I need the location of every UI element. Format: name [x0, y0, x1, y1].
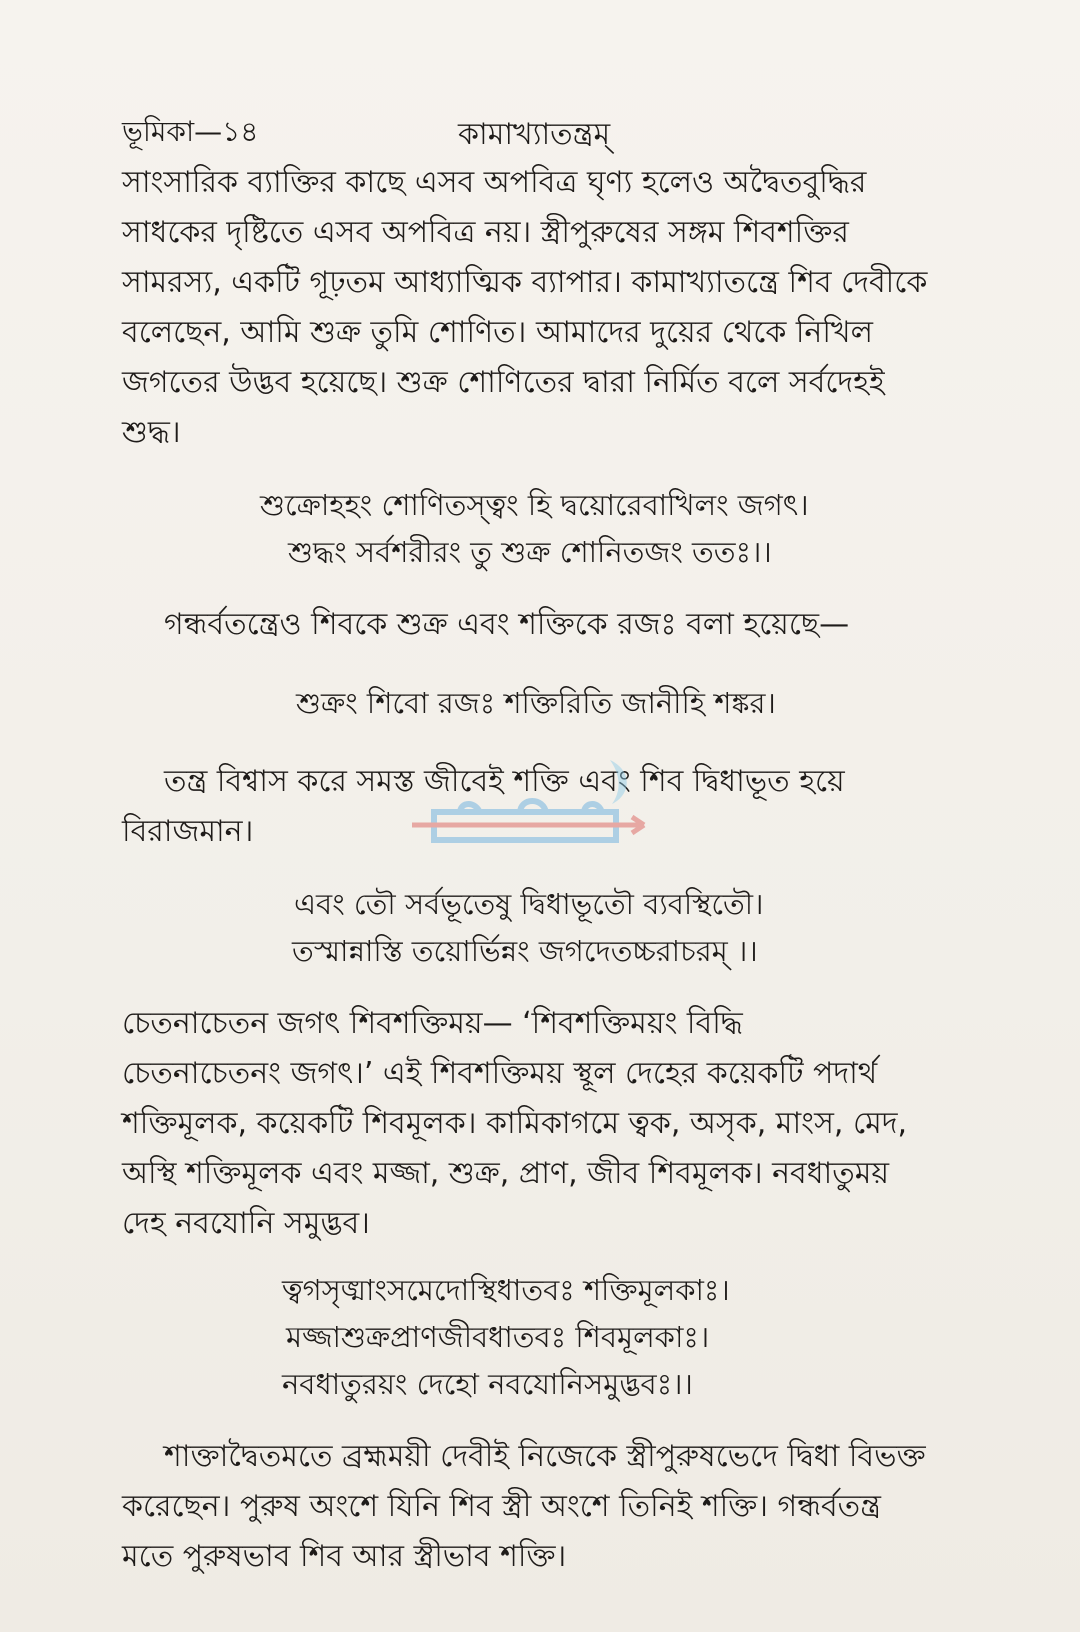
text-line: গন্ধর্বতন্ত্রেও শিবকে শুক্র এবং শক্তিকে রজঃ বলা হয়েছে— [164, 607, 850, 642]
verse-line: শুক্রোহহং শোণিতস্ত্বং হি দ্বয়োরেবাখিলং জগৎ। [260, 488, 809, 522]
page-body [122, 158, 962, 1582]
page-number: ভূমিকা—১৪ [122, 115, 259, 148]
text-line: চেতনাচেতন জগৎ শিবশক্তিময়— ‘শিবশক্তিময়ং বিদ্ধি [122, 1006, 743, 1041]
verse-1 [122, 482, 962, 576]
verse-line: শুদ্ধং সর্বশরীরং তু শুক্র শোনিতজং ততঃ।। [288, 535, 772, 569]
verse-line: শুক্রং শিবো রজঃ শক্তিরিতি জানীহি শঙ্কর। [296, 686, 776, 720]
text-line: করেছেন। পুরুষ অংশে যিনি শিব স্ত্রী অংশে তিনিই শক্তি। গন্ধর্বতন্ত্র [122, 1489, 882, 1524]
text-line: শাক্তাদ্বৈতমতে ব্রহ্মময়ী দেবীই নিজেকে স্ত্রীপুরুষভেদে দ্বিধা বিভক্ত [164, 1439, 926, 1474]
text-line: সাধকের দৃষ্টিতে এসব অপবিত্র নয়। স্ত্রীপুরুষের সঙ্গম শিবশক্তির [122, 215, 849, 250]
text-line: মতে পুরুষভাব শিব আর স্ত্রীভাব শক্তি। [122, 1539, 567, 1574]
running-title: কামাখ্যাতন্ত্রম্ [458, 117, 611, 152]
paragraph-4 [122, 999, 962, 1249]
page-header [122, 110, 962, 150]
verse-line: তস্মান্নাস্তি তয়োর্ভিন্নং জগদেতচ্চরাচরম্ ।। [292, 934, 758, 968]
text-line: সাংসারিক ব্যাক্তির কাছে এসব অপবিত্র ঘৃণ্য হলেও অদ্বৈতবুদ্ধির [122, 165, 867, 200]
verse-3 [122, 881, 962, 975]
paragraph-5 [122, 1432, 962, 1582]
verse-line: এবং তৌ সর্বভূতেষু দ্বিধাভূতৌ ব্যবস্থিতৌ। [294, 887, 764, 921]
verse-line: মজ্জাশুক্রপ্রাণজীবধাতবঃ শিবমূলকাঃ। [286, 1320, 710, 1354]
text-line: বলেছেন, আমি শুক্র তুমি শোণিত। আমাদের দুয়ের থেকে নিখিল [122, 315, 873, 350]
text-line: সামরস্য, একটি গূঢ়তম আধ্যাত্মিক ব্যাপার। কামাখ্যাতন্ত্রে শিব দেবীকে [122, 265, 928, 300]
paragraph-2 [122, 600, 962, 650]
text-line: তন্ত্র বিশ্বাস করে সমস্ত জীবেই শক্তি এবং শিব দ্বিধাভূত হয়ে [164, 764, 845, 799]
verse-line: নবধাতুরয়ং দেহো নবযোনিসমুদ্ভবঃ।। [282, 1367, 693, 1401]
verse-4 [122, 1267, 962, 1408]
text-line: চেতনাচেতনং জগৎ।’ এই শিবশক্তিময় স্থূল দেহের কয়েকটি পদার্থ [122, 1056, 878, 1091]
paragraph-1 [122, 158, 962, 458]
paragraph-3 [122, 757, 962, 857]
text-line: বিরাজমান। [122, 814, 254, 849]
text-line: অস্থি শক্তিমূলক এবং মজ্জা, শুক্র, প্রাণ, জীব শিবমূলক। নবধাতুময় [122, 1156, 890, 1191]
text-line: শুদ্ধ। [122, 415, 181, 450]
text-line: দেহ নবযোনি সমুদ্ভব। [122, 1206, 370, 1241]
text-line: জগতের উদ্ভব হয়েছে। শুক্র শোণিতের দ্বারা নির্মিত বলে সর্বদেহই [122, 365, 885, 400]
verse-line: ত্বগসৃঙ্মাংসমেদোস্থিধাতবঃ শক্তিমূলকাঃ। [282, 1273, 730, 1307]
verse-2 [122, 680, 962, 727]
text-line: শক্তিমূলক, কয়েকটি শিবমূলক। কামিকাগমে ত্বক, অসৃক, মাংস, মেদ, [122, 1106, 908, 1141]
